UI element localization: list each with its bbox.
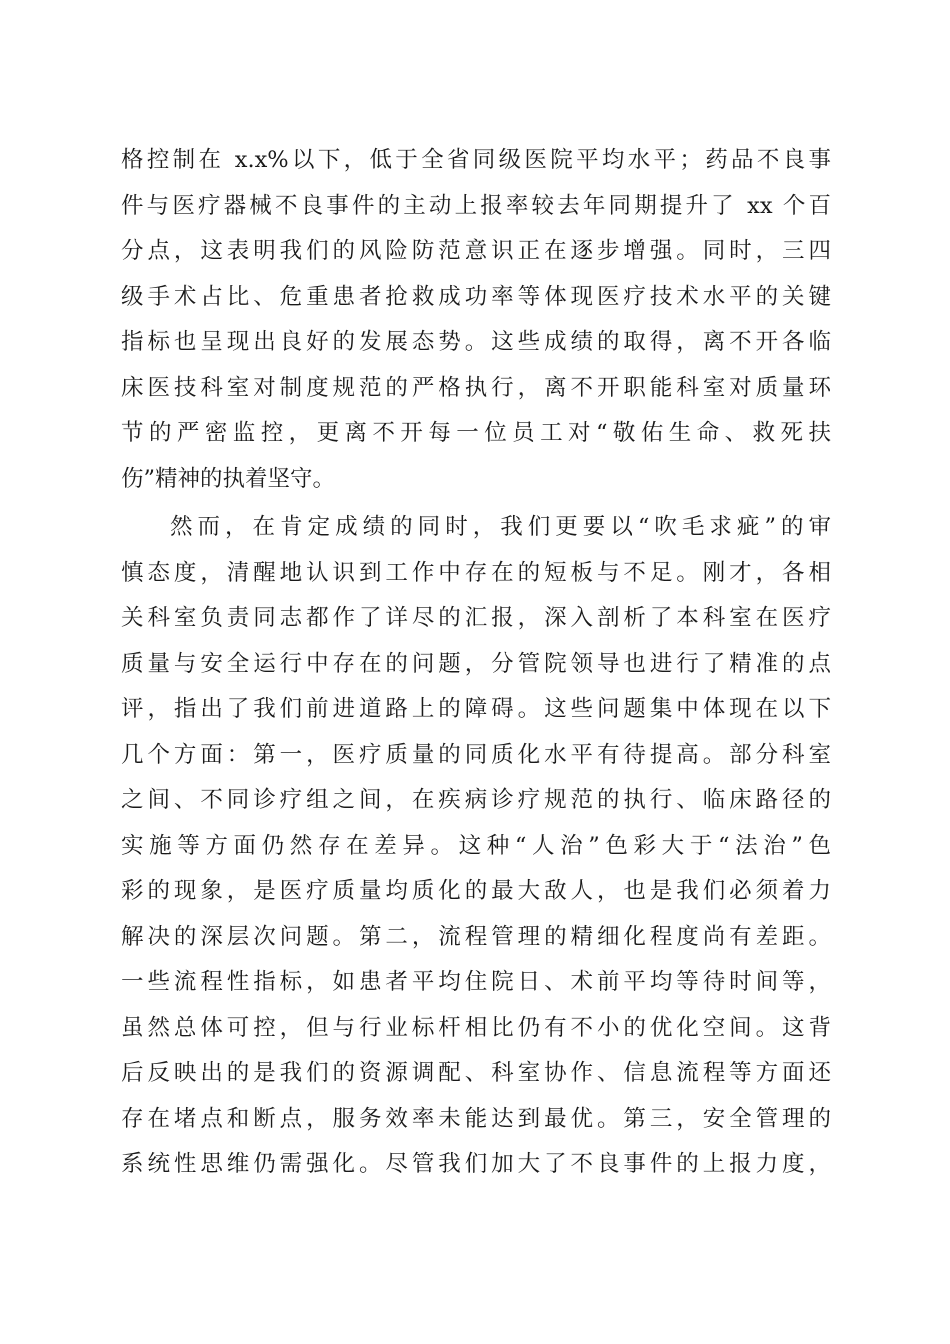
paragraph-2-line: 慎态度，清醒地认识到工作中存在的短板与不足。刚才，各相 xyxy=(121,559,831,586)
document-body xyxy=(121,138,831,1188)
paragraph-2-line: 之间、不同诊疗组之间，在疾病诊疗规范的执行、临床路径的 xyxy=(121,787,831,813)
paragraph-2 xyxy=(121,505,831,1188)
paragraph-2-line: 然而，在肯定成绩的同时，我们更要以“吹毛求疵”的审 xyxy=(170,514,831,540)
paragraph-1-line: 节的严密监控，更离不开每一位员工对“敬佑生命、救死扶 xyxy=(121,420,831,446)
paragraph-2-line: 后反映出的是我们的资源调配、科室协作、信息流程等方面还 xyxy=(121,1060,831,1086)
paragraph-2-line: 评，指出了我们前进道路上的障碍。这些问题集中体现在以下 xyxy=(121,696,831,722)
paragraph-1-line: 件与医疗器械不良事件的主动上报率较去年同期提升了 xx 个百 xyxy=(121,192,831,219)
paragraph-1-line: 指标也呈现出良好的发展态势。这些成绩的取得，离不开各临 xyxy=(121,329,831,355)
paragraph-2-line: 一些流程性指标，如患者平均住院日、术前平均等待时间等， xyxy=(121,969,831,995)
paragraph-2-line: 解决的深层次问题。第二，流程管理的精细化程度尚有差距。 xyxy=(121,923,831,950)
paragraph-2-line: 实施等方面仍然存在差异。这种“人治”色彩大于“法治”色 xyxy=(121,832,831,859)
paragraph-2-line: 存在堵点和断点，服务效率未能达到最优。第三，安全管理的 xyxy=(121,1105,831,1132)
paragraph-2-line: 质量与安全运行中存在的问题，分管院领导也进行了精准的点 xyxy=(121,650,831,677)
paragraph-1-line: 床医技科室对制度规范的严格执行，离不开职能科室对质量环 xyxy=(121,374,831,401)
paragraph-2-line: 几个方面：第一，医疗质量的同质化水平有待提高。部分科室 xyxy=(121,741,831,768)
paragraph-1-line: 格控制在 x.x%以下，低于全省同级医院平均水平；药品不良事 xyxy=(121,147,831,173)
paragraph-2-line: 关科室负责同志都作了详尽的汇报，深入剖析了本科室在医疗 xyxy=(121,605,831,631)
paragraph-2-line: 彩的现象，是医疗质量均质化的最大敌人，也是我们必须着力 xyxy=(121,878,831,904)
paragraph-1-line: 伤”精神的执着坚守。 xyxy=(121,465,336,492)
paragraph-1-line: 级手术占比、危重患者抢救成功率等体现医疗技术水平的关键 xyxy=(121,283,831,310)
paragraph-1 xyxy=(121,138,831,502)
paragraph-2-line: 虽然总体可控，但与行业标杆相比仍有不小的优化空间。这背 xyxy=(121,1014,831,1041)
paragraph-2-line: 系统性思维仍需强化。尽管我们加大了不良事件的上报力度， xyxy=(121,1151,831,1177)
paragraph-1-line: 分点，这表明我们的风险防范意识正在逐步增强。同时，三四 xyxy=(121,238,831,264)
